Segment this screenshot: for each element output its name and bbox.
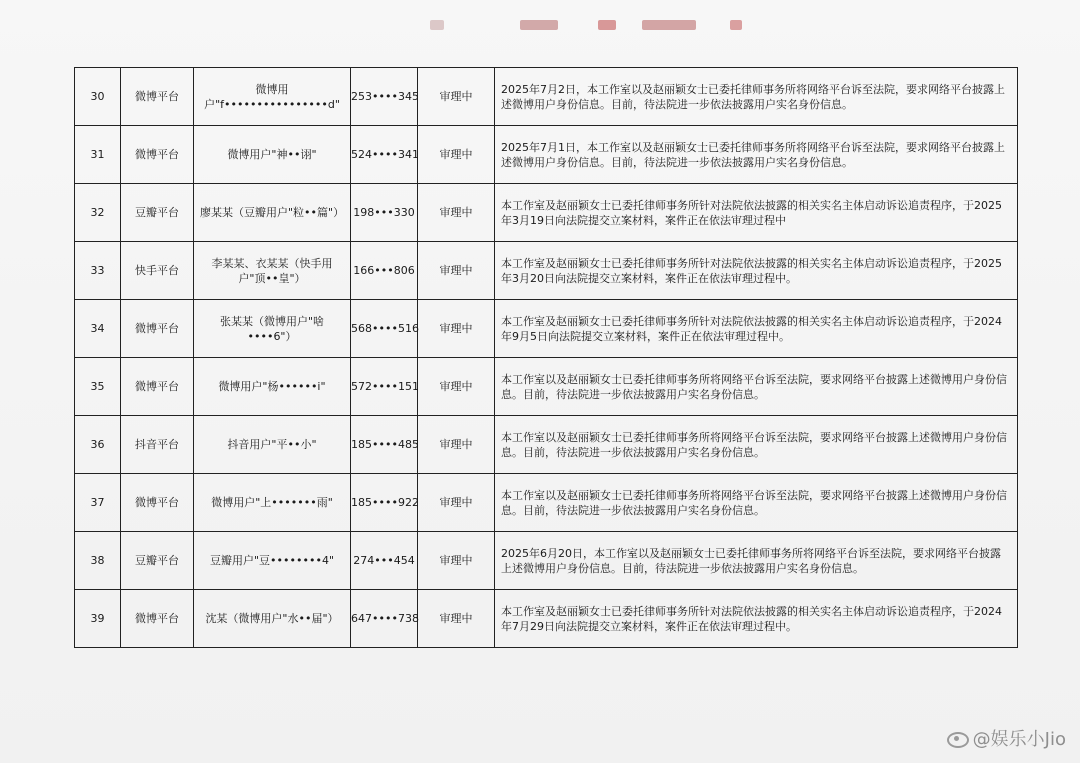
header-fragment-mark (642, 20, 696, 30)
header-fragment-mark (430, 20, 444, 30)
header-fragment-mark (520, 20, 558, 30)
header-fragment-mark (598, 20, 616, 30)
watermark-text: @娱乐小Jio (972, 729, 1066, 750)
platform-cell: 微博平台 (121, 300, 194, 358)
status-cell: 审理中 (418, 358, 495, 416)
cropped-header-fragment (0, 8, 1080, 30)
table-row (75, 532, 1018, 590)
row-number: 34 (75, 300, 121, 358)
account-cell: 微博用户"杨••••••i" (194, 358, 351, 416)
row-number: 31 (75, 126, 121, 184)
account-cell: 廖某某（豆瓣用户"粒••篇"） (194, 184, 351, 242)
id-cell: 166•••806 (351, 242, 418, 300)
platform-cell: 微博平台 (121, 126, 194, 184)
row-number: 38 (75, 532, 121, 590)
table-row (75, 358, 1018, 416)
id-cell: 647••••738 (351, 590, 418, 648)
table-row (75, 68, 1018, 126)
description-cell: 本工作室以及赵丽颖女士已委托律师事务所将网络平台诉至法院，要求网络平台披露上述微博用户身份信息。目前，待法院进一步依法披露用户实名身份信息。 (495, 358, 1018, 416)
status-cell: 审理中 (418, 474, 495, 532)
status-cell: 审理中 (418, 300, 495, 358)
status-cell: 审理中 (418, 416, 495, 474)
row-number: 30 (75, 68, 121, 126)
description-cell: 2025年7月2日，本工作室以及赵丽颖女士已委托律师事务所将网络平台诉至法院，要求网络平台披露上述微博用户身份信息。目前，待法院进一步依法披露用户实名身份信息。 (495, 68, 1018, 126)
watermark (945, 725, 1066, 751)
status-cell: 审理中 (418, 242, 495, 300)
platform-cell: 微博平台 (121, 68, 194, 126)
account-cell: 沈某（微博用户"水••届"） (194, 590, 351, 648)
header-fragment-mark (730, 20, 742, 30)
account-cell: 微博用户"f••••••••••••••••d" (194, 68, 351, 126)
row-number: 35 (75, 358, 121, 416)
id-cell: 568••••516 (351, 300, 418, 358)
description-cell: 本工作室及赵丽颖女士已委托律师事务所针对法院依法披露的相关实名主体启动诉讼追责程序，于2025年3月20日向法院提交立案材料，案件正在依法审理过程中。 (495, 242, 1018, 300)
platform-cell: 微博平台 (121, 590, 194, 648)
table-row (75, 416, 1018, 474)
description-cell: 2025年7月1日，本工作室以及赵丽颖女士已委托律师事务所将网络平台诉至法院，要求网络平台披露上述微博用户身份信息。目前，待法院进一步依法披露用户实名身份信息。 (495, 126, 1018, 184)
account-cell: 抖音用户"平••小" (194, 416, 351, 474)
id-cell: 185••••485 (351, 416, 418, 474)
description-cell: 本工作室以及赵丽颖女士已委托律师事务所将网络平台诉至法院，要求网络平台披露上述微博用户身份信息。目前，待法院进一步依法披露用户实名身份信息。 (495, 416, 1018, 474)
id-cell: 198•••330 (351, 184, 418, 242)
row-number: 33 (75, 242, 121, 300)
row-number: 37 (75, 474, 121, 532)
description-cell: 本工作室及赵丽颖女士已委托律师事务所针对法院依法披露的相关实名主体启动诉讼追责程序，于2025年3月19日向法院提交立案材料，案件正在依法审理过程中 (495, 184, 1018, 242)
platform-cell: 豆瓣平台 (121, 532, 194, 590)
platform-cell: 快手平台 (121, 242, 194, 300)
row-number: 32 (75, 184, 121, 242)
id-cell: 274•••454 (351, 532, 418, 590)
table-row (75, 126, 1018, 184)
status-cell: 审理中 (418, 532, 495, 590)
description-cell: 本工作室及赵丽颖女士已委托律师事务所针对法院依法披露的相关实名主体启动诉讼追责程序，于2024年7月29日向法院提交立案材料，案件正在依法审理过程中。 (495, 590, 1018, 648)
litigation-record-table (74, 67, 1018, 648)
platform-cell: 豆瓣平台 (121, 184, 194, 242)
account-cell: 张某某（微博用户"啥••••6"） (194, 300, 351, 358)
row-number: 36 (75, 416, 121, 474)
table-row (75, 184, 1018, 242)
description-cell: 本工作室及赵丽颖女士已委托律师事务所针对法院依法披露的相关实名主体启动诉讼追责程序，于2024年9月5日向法院提交立案材料，案件正在依法审理过程中。 (495, 300, 1018, 358)
description-cell: 本工作室以及赵丽颖女士已委托律师事务所将网络平台诉至法院，要求网络平台披露上述微博用户身份信息。目前，待法院进一步依法披露用户实名身份信息。 (495, 474, 1018, 532)
account-cell: 李某某、衣某某（快手用户"顶••皇"） (194, 242, 351, 300)
account-cell: 微博用户"上•••••••雨" (194, 474, 351, 532)
account-cell: 豆瓣用户"豆••••••••4" (194, 532, 351, 590)
status-cell: 审理中 (418, 184, 495, 242)
platform-cell: 微博平台 (121, 358, 194, 416)
id-cell: 185••••922 (351, 474, 418, 532)
platform-cell: 微博平台 (121, 474, 194, 532)
account-cell: 微博用户"神••诩" (194, 126, 351, 184)
status-cell: 审理中 (418, 590, 495, 648)
platform-cell: 抖音平台 (121, 416, 194, 474)
table-row (75, 474, 1018, 532)
status-cell: 审理中 (418, 126, 495, 184)
id-cell: 524••••341 (351, 126, 418, 184)
id-cell: 253••••345 (351, 68, 418, 126)
status-cell: 审理中 (418, 68, 495, 126)
table-row (75, 242, 1018, 300)
row-number: 39 (75, 590, 121, 648)
description-cell: 2025年6月20日，本工作室以及赵丽颖女士已委托律师事务所将网络平台诉至法院，要求网络平台披露上述微博用户身份信息。目前，待法院进一步依法披露用户实名身份信息。 (495, 532, 1018, 590)
table-row (75, 300, 1018, 358)
table-row (75, 590, 1018, 648)
id-cell: 572••••151 (351, 358, 418, 416)
weibo-logo-icon (945, 729, 967, 747)
